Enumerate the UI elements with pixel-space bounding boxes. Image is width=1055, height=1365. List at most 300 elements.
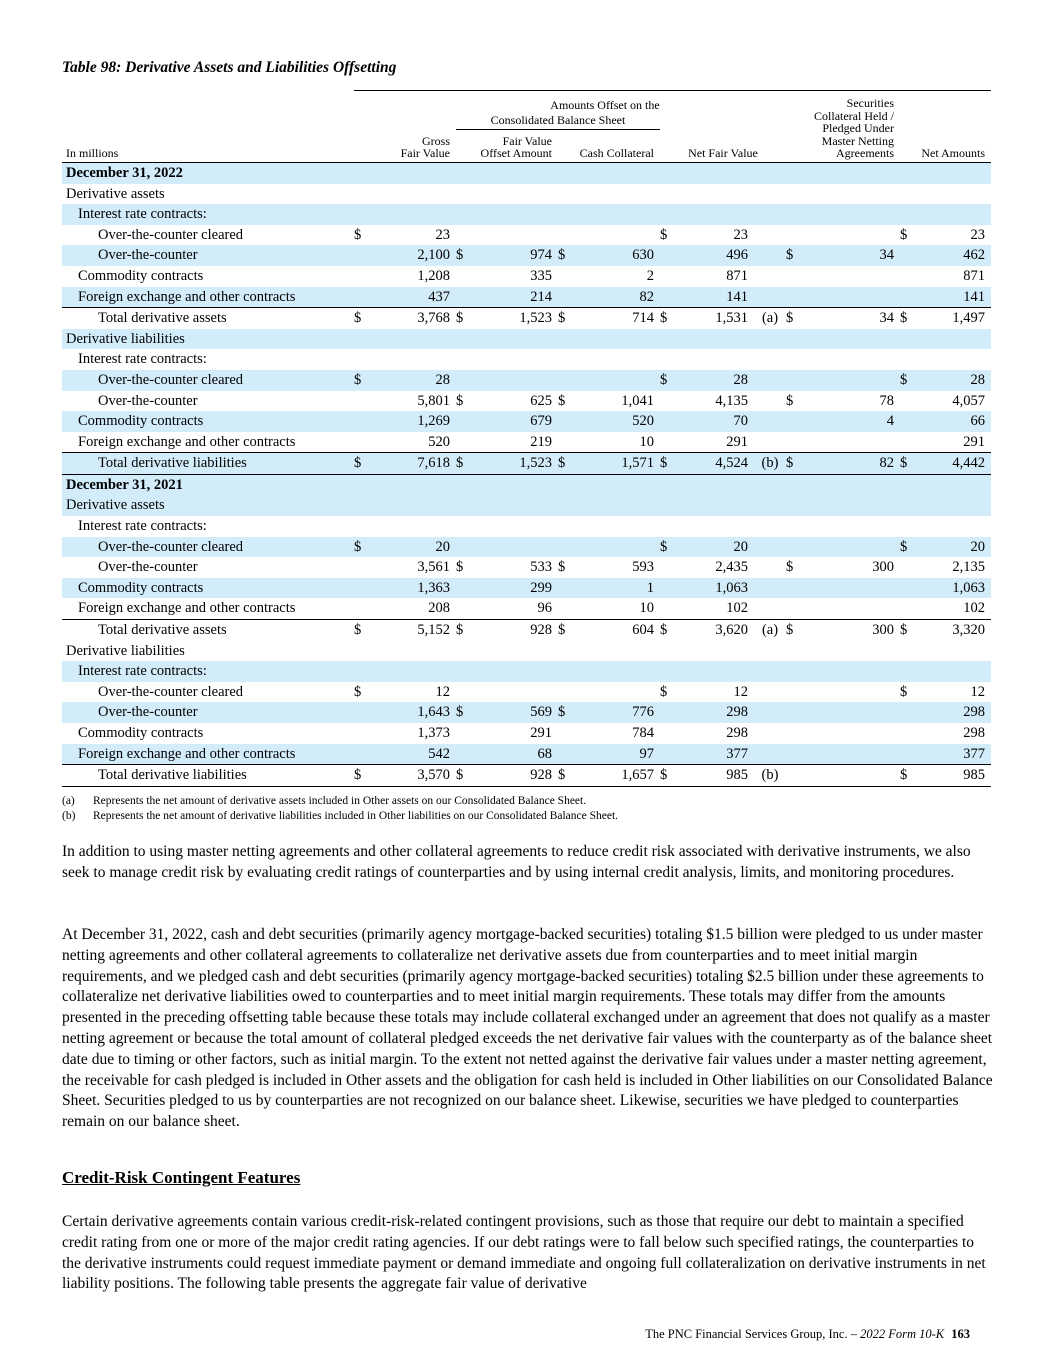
cell-cash: 520: [572, 411, 660, 432]
cell-c2: [456, 329, 470, 350]
cell-net: 70: [674, 411, 754, 432]
cell-c3: [558, 744, 572, 765]
table-row: [62, 702, 991, 723]
cell-gross: [368, 204, 456, 225]
cell-cash: 1,041: [621, 392, 654, 409]
cell-c3: [558, 516, 572, 537]
cell-gross: [368, 516, 456, 537]
cell-fn: (b): [754, 765, 786, 787]
cell-c3: [558, 225, 572, 246]
cell-c5: [786, 598, 800, 619]
cell-c5: [786, 411, 800, 432]
cell-c2: [456, 723, 470, 744]
cell-amt: [914, 329, 991, 350]
cell-c1: [354, 162, 368, 183]
cell-gross: [368, 641, 456, 662]
cell-fvo: [470, 349, 558, 370]
table-header: Amounts Offset on the Securities Collateral Held / Pledged Under Master Netting Agreements Consolidated Balance Sheet In millions Gross Fair Value Fair Value Offset Amount Cash Collateral Net Fair Value Net Amounts: [62, 91, 991, 163]
table-row: [62, 349, 991, 370]
cell-amt: 298: [963, 725, 985, 741]
cell-c6: $: [900, 537, 914, 558]
cell-c2: $: [456, 392, 464, 409]
cell-fn: [754, 557, 786, 578]
cell-c6: [900, 391, 914, 412]
cell-gross: [368, 184, 456, 205]
cell-cash: 593: [632, 559, 654, 576]
cell-c4: [660, 266, 674, 287]
cell-fvo: 569: [470, 702, 558, 723]
cell-fvo: [470, 225, 558, 246]
cell-sec: 34: [800, 245, 900, 266]
cell-gross: 520: [428, 433, 450, 450]
cell-gross: 23: [435, 226, 450, 243]
cell-c1: $: [354, 537, 368, 558]
cell-c2: [456, 661, 470, 682]
table-row: [62, 391, 991, 412]
row-label: Over-the-counter: [62, 702, 354, 723]
cell-sec: 82: [800, 453, 900, 475]
cell-net: [674, 641, 754, 662]
total-row: [62, 453, 991, 475]
cell-c2: [456, 204, 470, 225]
cell-fvo: 335: [530, 267, 552, 284]
table-row: [62, 516, 991, 537]
cell-amt: [914, 661, 991, 682]
cell-c3: [558, 266, 572, 287]
cell-fn: [754, 411, 786, 432]
cell-fn: [754, 537, 786, 558]
cell-gross: 3,570: [368, 765, 456, 787]
cell-c3: $: [558, 702, 572, 723]
table-body: [62, 162, 991, 786]
cell-amt: [914, 516, 991, 537]
cell-c5: $: [786, 245, 800, 266]
cell-c5: [786, 516, 800, 537]
cell-c5: [786, 682, 800, 703]
cell-sec: [800, 702, 900, 723]
cell-c2: $: [456, 620, 470, 641]
cell-amt: 298: [914, 702, 991, 723]
cell-c4: [660, 411, 674, 432]
cell-sec: [800, 765, 900, 787]
cell-c3: $: [558, 765, 572, 787]
cell-c2: [456, 432, 470, 453]
cell-fvo: 1,523: [470, 308, 558, 329]
cell-c4: $: [660, 370, 674, 391]
cell-amt: [914, 349, 991, 370]
cell-net: 298: [674, 702, 754, 723]
cell-c3: [558, 495, 572, 516]
table-row: [62, 495, 991, 516]
cell-c1: [354, 329, 368, 350]
cell-net: 985: [674, 765, 754, 787]
cell-cash: [572, 162, 660, 183]
row-label: Derivative assets: [62, 495, 354, 516]
cell-fn: [754, 432, 786, 453]
cell-amt: [914, 204, 991, 225]
cell-amt: [914, 184, 991, 205]
paragraph-contingent-features: Certain derivative agreements contain various credit-risk-related contingent provisions, such as those that require our debt to maintain a specified credit rating from one or more of the major credit rating agencies. If our debt ratings were to fall below such specified ratings, the counterparties to the derivative instruments could request immediate payment or demand immediate and ongoing full collateralization on derivative instruments in net liability positions. The following table presents the aggregate fair value of derivative: [62, 1213, 986, 1293]
cell-fn: [754, 184, 786, 205]
cell-gross: 1,208: [417, 267, 450, 284]
cell-c4: $: [660, 308, 674, 329]
cell-c5: [786, 184, 800, 205]
header-cash-collateral: Cash Collateral: [572, 129, 660, 162]
cell-c6: [900, 245, 914, 266]
cell-c2: $: [456, 245, 470, 266]
section-row: [62, 474, 991, 495]
cell-fvo: [470, 162, 558, 183]
cell-cash: 10: [639, 433, 654, 450]
cell-c4: [660, 162, 674, 183]
cell-c6: [900, 287, 914, 308]
cell-net: [674, 474, 754, 495]
cell-c1: [354, 204, 368, 225]
cell-c2: [456, 641, 470, 662]
cell-c4: [660, 641, 674, 662]
cell-gross: 12: [435, 683, 450, 700]
cell-c6: [900, 162, 914, 183]
cell-c3: [558, 204, 572, 225]
cell-c1: $: [354, 765, 368, 787]
cell-sec: [800, 744, 900, 765]
row-label: Foreign exchange and other contracts: [78, 433, 296, 450]
cell-fvo: [470, 682, 558, 703]
cell-c4: [660, 204, 674, 225]
cell-sec: [800, 184, 900, 205]
cell-sec: [800, 349, 900, 370]
cell-net: 3,620: [674, 620, 754, 641]
cell-cash: 784: [632, 725, 654, 741]
cell-fvo: [470, 184, 558, 205]
cell-fvo: 533: [530, 559, 552, 576]
cell-c2: [456, 578, 470, 599]
cell-sec: 4: [800, 411, 900, 432]
cell-c6: [900, 266, 914, 287]
cell-c4: [660, 245, 674, 266]
row-label: Commodity contracts: [78, 725, 204, 741]
cell-fvo: 291: [530, 725, 552, 741]
cell-net: 141: [674, 287, 754, 308]
cell-c6: [900, 702, 914, 723]
cell-sec: [800, 474, 900, 495]
cell-c6: [900, 329, 914, 350]
cell-c4: $: [660, 537, 674, 558]
cell-c1: [354, 744, 368, 765]
cell-c5: [786, 370, 800, 391]
cell-c6: $: [900, 453, 914, 475]
footnote-b: (b) Represents the net amount of derivative liabilities included in Other liabilities on our Consolidated Balance Sheet.: [62, 810, 619, 822]
cell-c1: [354, 184, 368, 205]
cell-fn: [754, 516, 786, 537]
cell-c3: [558, 370, 572, 391]
cell-c1: [354, 578, 368, 599]
cell-c3: [558, 162, 572, 183]
cell-cash: [572, 661, 660, 682]
cell-c3: $: [558, 620, 572, 641]
cell-gross: 28: [368, 370, 456, 391]
cell-c5: $: [786, 620, 800, 641]
cell-c2: $: [456, 702, 470, 723]
cell-net: [674, 349, 754, 370]
cell-fvo: [470, 537, 558, 558]
cell-c6: $: [900, 226, 908, 243]
cell-sec: 34: [800, 308, 900, 329]
cell-amt: 4,442: [914, 453, 991, 475]
table-row: [62, 537, 991, 558]
cell-gross: 20: [368, 537, 456, 558]
offsetting-table: [62, 90, 991, 787]
cell-fn: (a): [754, 620, 786, 641]
cell-fvo: [470, 329, 558, 350]
cell-c3: [558, 578, 572, 599]
table-row: [62, 266, 991, 287]
cell-fvo: [470, 641, 558, 662]
cell-c4: $: [660, 226, 668, 243]
cell-c3: [558, 432, 572, 453]
cell-gross: 1,643: [368, 702, 456, 723]
cell-amt: [914, 474, 991, 495]
section-row: [62, 162, 991, 183]
cell-gross: 208: [428, 600, 450, 617]
cell-c5: [786, 162, 800, 183]
cell-c2: [456, 682, 470, 703]
row-label: Total derivative assets: [62, 620, 354, 641]
cell-net: [674, 204, 754, 225]
cell-c4: [660, 287, 674, 308]
cell-c3: [558, 598, 572, 619]
cell-gross: 542: [368, 744, 456, 765]
cell-cash: [572, 184, 660, 205]
cell-sec: [800, 598, 900, 619]
cell-c4: [660, 184, 674, 205]
cell-c2: [456, 516, 470, 537]
cell-c6: [900, 495, 914, 516]
cell-sec: [800, 537, 900, 558]
cell-cash: [572, 225, 660, 246]
cell-sec: [800, 723, 900, 744]
cell-fvo: 299: [470, 578, 558, 599]
cell-c5: [786, 287, 800, 308]
cell-amt: 985: [914, 765, 991, 787]
total-row: [62, 620, 991, 641]
paragraph-collateral: At December 31, 2022, cash and debt securities (primarily agency mortgage-backed securities) totaling $1.5 billion were pledged to us under master netting agreements and other collateral agreements to collateralize net derivative assets due from counterparties and to meet initial margin requirements, and we pledged cash and debt securities (primarily agency mortgage-backed securities) totaling $2.5 billion under these agreements to collateralize net derivative liabilities owed to counterparties and to meet initial margin requirements. These totals may differ from the amounts presented in the preceding offsetting table because these totals may include collateral exchanged under an agreement that does not qualify as a master netting agreement or because the total amount of collateral pledged exceeds the net derivative fair values with the counterparty as of the balance sheet date due to timing or other factors, such as initial margin. To the extent not netted against the derivative fair values under a master netting agreement, the receivable for cash pledged is included in Other assets and the obligation for cash held is included in Other liabilities on our Consolidated Balance Sheet. Securities pledged to us by counterparties are not recognized on our balance sheet. Likewise, securities we have pledged to counterparties remain on our balance sheet.: [62, 926, 993, 1131]
cell-amt: 12: [970, 683, 985, 700]
cell-cash: 10: [639, 600, 654, 617]
cell-net: 298: [726, 725, 748, 741]
table-row: [62, 682, 991, 703]
cell-c4: [660, 432, 674, 453]
cell-c2: [456, 495, 470, 516]
cell-c1: [354, 598, 368, 619]
cell-c3: $: [558, 392, 566, 409]
row-label: December 31, 2022: [62, 162, 354, 183]
cell-c2: $: [456, 559, 464, 576]
cell-c6: [900, 744, 914, 765]
cell-c4: $: [660, 453, 674, 475]
row-label: Foreign exchange and other contracts: [62, 287, 354, 308]
cell-amt: 3,320: [914, 620, 991, 641]
cell-cash: [572, 516, 660, 537]
cell-c4: $: [660, 620, 674, 641]
cell-c4: [660, 329, 674, 350]
row-label: December 31, 2021: [62, 474, 354, 495]
cell-fvo: [470, 370, 558, 391]
cell-sec: [800, 495, 900, 516]
cell-net: [674, 184, 754, 205]
cell-gross: 2,100: [368, 245, 456, 266]
cell-fn: [754, 245, 786, 266]
cell-c5: [786, 204, 800, 225]
cell-fvo: 679: [470, 411, 558, 432]
cell-amt: 20: [914, 537, 991, 558]
table-row: [62, 432, 991, 453]
cell-c1: [354, 641, 368, 662]
header-in-millions: In millions: [62, 129, 354, 162]
section-heading-credit-risk-contingent: Credit-Risk Contingent Features: [62, 1168, 301, 1187]
cell-gross: [368, 349, 456, 370]
row-label: Commodity contracts: [62, 578, 354, 599]
cell-gross: [368, 495, 456, 516]
cell-c6: [900, 723, 914, 744]
cell-c2: [456, 370, 470, 391]
cell-cash: [572, 349, 660, 370]
cell-sec: [800, 329, 900, 350]
cell-c1: [354, 411, 368, 432]
cell-c6: [900, 474, 914, 495]
cell-fn: [754, 370, 786, 391]
cell-fn: [754, 349, 786, 370]
row-label: Over-the-counter: [98, 559, 198, 576]
table-row: [62, 411, 991, 432]
cell-gross: 437: [368, 287, 456, 308]
cell-amt: 462: [914, 245, 991, 266]
cell-gross: 5,152: [368, 620, 456, 641]
cell-c1: [354, 557, 368, 578]
cell-amt: 66: [914, 411, 991, 432]
table-row: [62, 661, 991, 682]
cell-c2: [456, 598, 470, 619]
table-row: [62, 184, 991, 205]
cell-amt: 871: [963, 267, 985, 284]
cell-c1: [354, 661, 368, 682]
total-row: [62, 308, 991, 329]
row-label: Derivative assets: [66, 185, 165, 202]
cell-c3: $: [558, 308, 572, 329]
cell-cash: 630: [572, 245, 660, 266]
cell-sec: [800, 432, 900, 453]
cell-cash: 1,657: [572, 765, 660, 787]
header-fair-value-offset: Fair Value Offset Amount: [470, 129, 558, 162]
cell-amt: [914, 495, 991, 516]
cell-c4: [660, 598, 674, 619]
cell-c6: [900, 184, 914, 205]
cell-sec: [800, 370, 900, 391]
cell-cash: 714: [572, 308, 660, 329]
row-label: Total derivative assets: [62, 308, 354, 329]
cell-c5: [786, 702, 800, 723]
cell-fn: [754, 287, 786, 308]
cell-amt: 141: [914, 287, 991, 308]
cell-c5: [786, 765, 800, 787]
cell-net: [674, 329, 754, 350]
cell-c6: [900, 516, 914, 537]
cell-cash: [572, 474, 660, 495]
cell-c5: [786, 495, 800, 516]
cell-fn: (a): [754, 308, 786, 329]
page-number: 163: [951, 1327, 970, 1341]
cell-c1: $: [354, 308, 368, 329]
cell-c2: $: [456, 453, 470, 475]
cell-c2: [456, 287, 470, 308]
cell-c4: [660, 495, 674, 516]
cell-c6: $: [900, 765, 914, 787]
cell-fn: [754, 578, 786, 599]
cell-c1: [354, 516, 368, 537]
cell-cash: [572, 682, 660, 703]
cell-c3: [558, 287, 572, 308]
cell-cash: [572, 329, 660, 350]
cell-sec: 300: [800, 620, 900, 641]
row-label: Over-the-counter cleared: [62, 537, 354, 558]
cell-c1: $: [354, 226, 362, 243]
cell-fn: [754, 702, 786, 723]
cell-c5: $: [786, 308, 800, 329]
cell-fn: (b): [754, 453, 786, 475]
cell-c2: [456, 537, 470, 558]
cell-c2: [456, 474, 470, 495]
table-title: Table 98: Derivative Assets and Liabilities Offsetting: [62, 59, 397, 76]
cell-c5: [786, 266, 800, 287]
table-row: [62, 723, 991, 744]
cell-cash: 1: [572, 578, 660, 599]
cell-c3: [558, 349, 572, 370]
cell-c3: [558, 329, 572, 350]
cell-net: 12: [733, 683, 748, 700]
cell-cash: 604: [572, 620, 660, 641]
table-row: [62, 744, 991, 765]
header-net-fair-value: Net Fair Value: [660, 129, 786, 162]
cell-c1: [354, 702, 368, 723]
cell-c6: [900, 557, 914, 578]
cell-c5: $: [786, 392, 794, 409]
cell-net: 871: [726, 267, 748, 284]
table-row: [62, 578, 991, 599]
total-row: [62, 765, 991, 787]
cell-c6: $: [900, 620, 914, 641]
cell-c5: [786, 723, 800, 744]
table-row: [62, 329, 991, 350]
cell-c6: [900, 432, 914, 453]
cell-gross: 1,373: [417, 725, 450, 741]
cell-c5: [786, 578, 800, 599]
table-row: [62, 370, 991, 391]
cell-c4: [660, 702, 674, 723]
cell-c1: [354, 474, 368, 495]
cell-fn: [754, 744, 786, 765]
cell-c3: [558, 641, 572, 662]
row-label: Over-the-counter cleared: [62, 370, 354, 391]
cell-fvo: 219: [530, 433, 552, 450]
cell-sec: [800, 661, 900, 682]
cell-c4: [660, 474, 674, 495]
cell-gross: [368, 162, 456, 183]
cell-c6: [900, 349, 914, 370]
cell-fn: [754, 204, 786, 225]
table-row: [62, 557, 991, 578]
cell-fvo: 96: [537, 600, 552, 617]
cell-c5: $: [786, 559, 794, 576]
